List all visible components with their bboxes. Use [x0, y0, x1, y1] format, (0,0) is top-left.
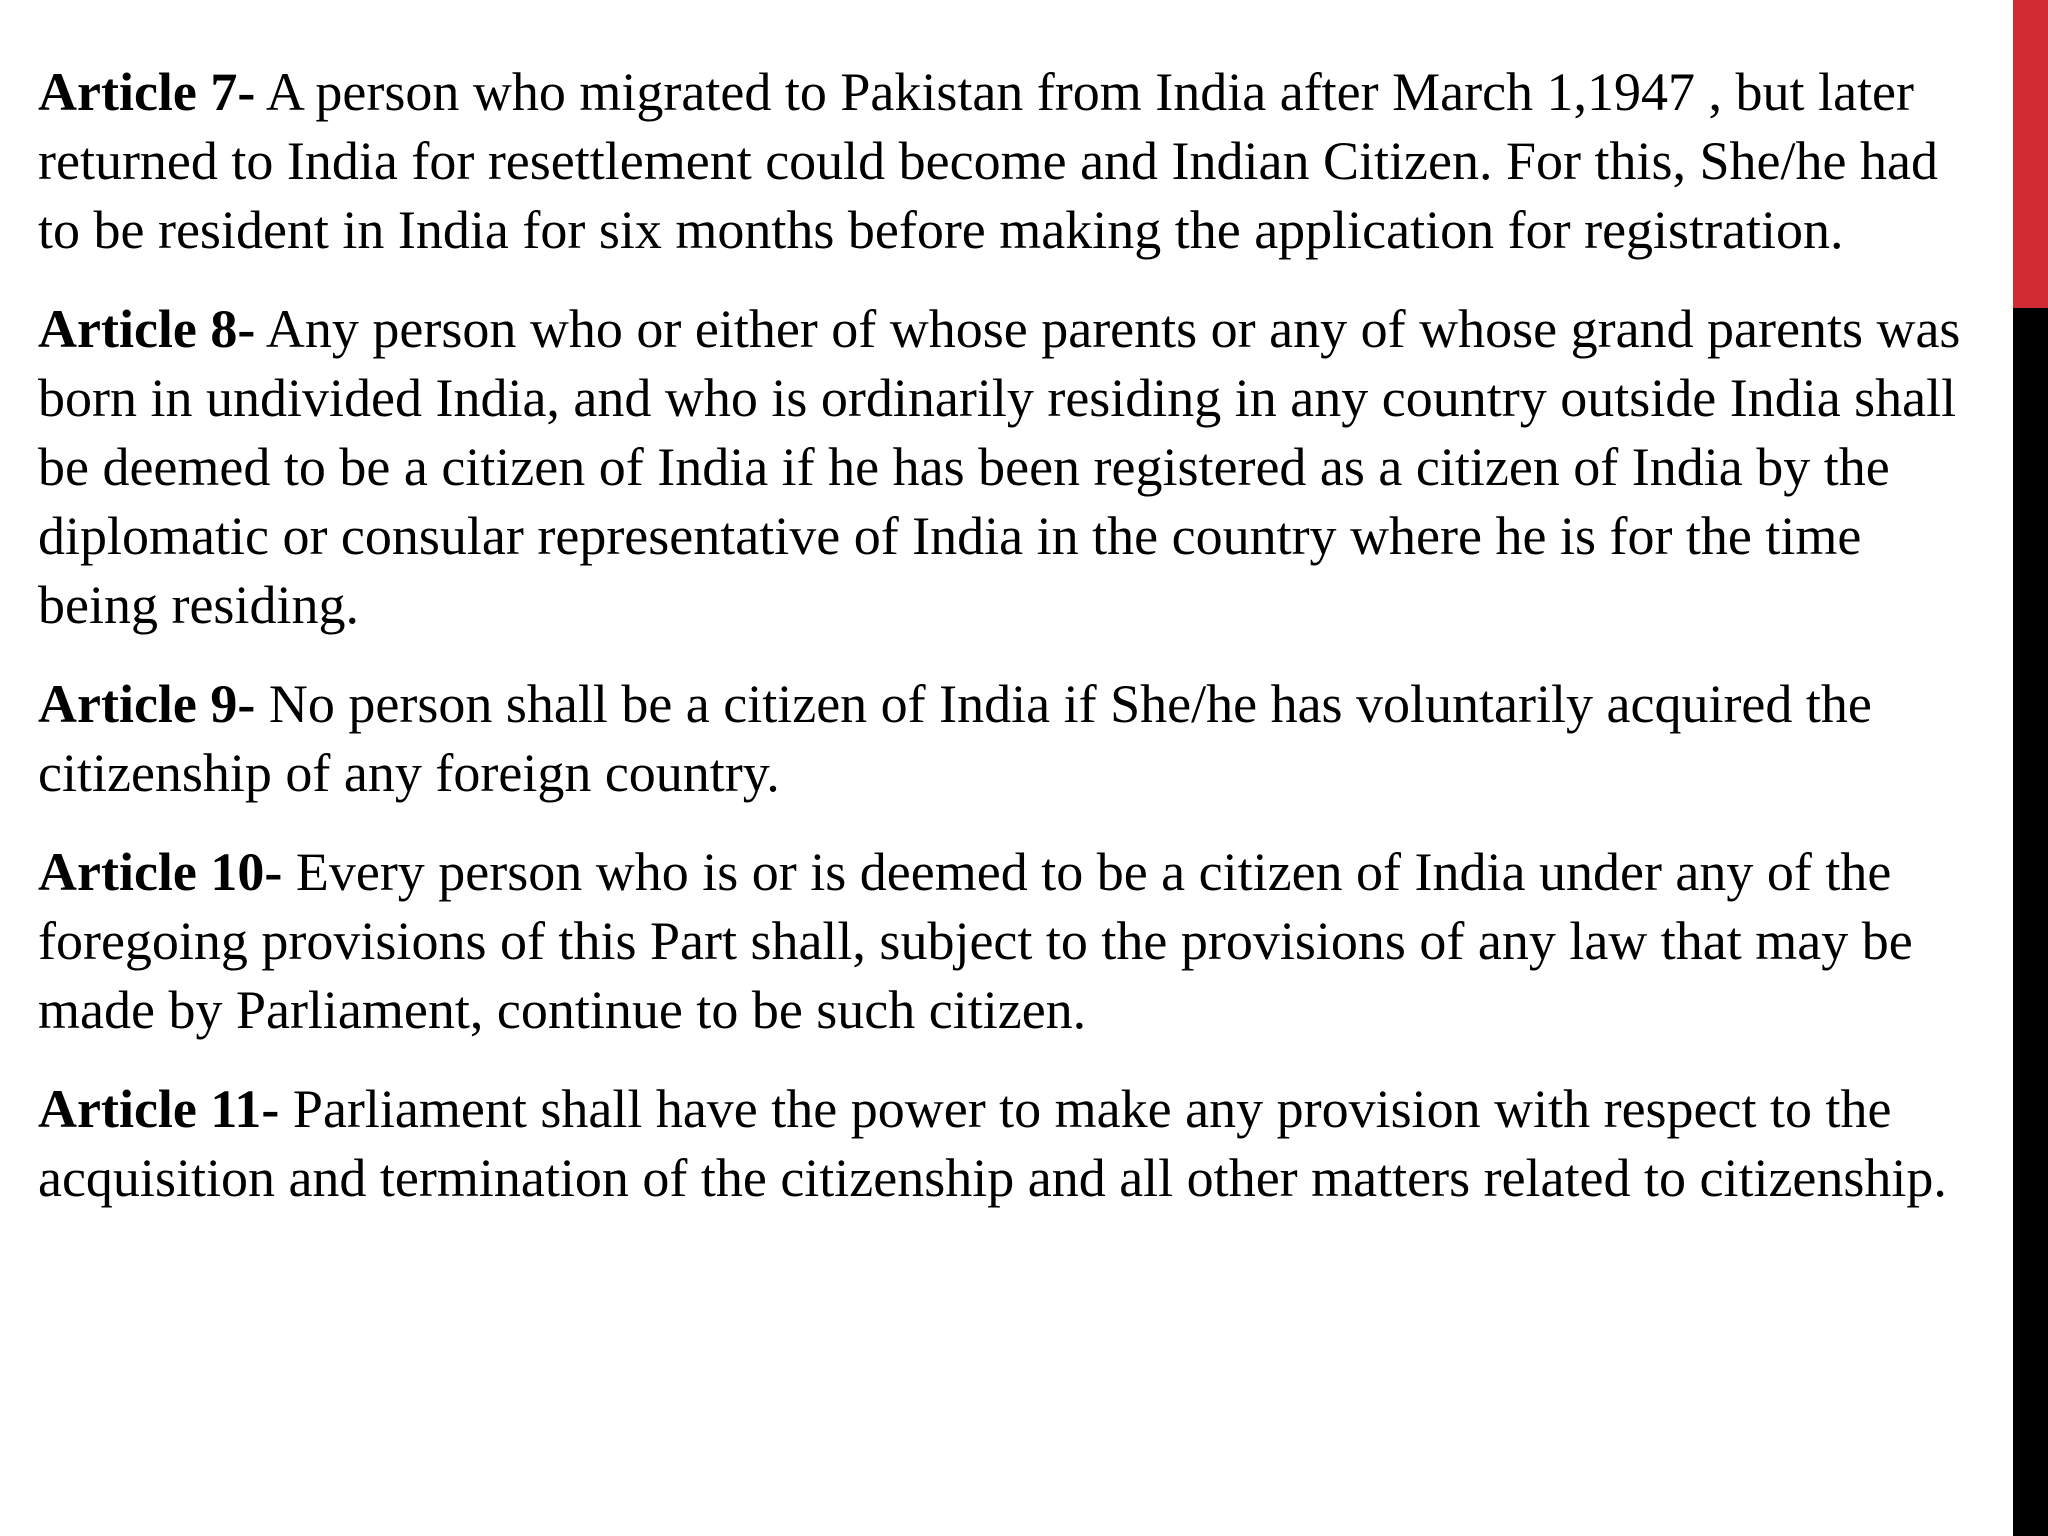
- article-10-heading: Article 10-: [38, 842, 283, 902]
- article-9-text: No person shall be a citizen of India if She/he has voluntarily acquired the citizenship of any foreign country.: [38, 674, 1872, 803]
- article-7-text: A person who migrated to Pakistan from India after March 1,1947 , but later returned to India for resettlement could become and Indian Citizen. For this, She/he had to be resident in India for six months before making the application for registration.: [38, 62, 1938, 260]
- article-11-heading: Article 11-: [38, 1079, 280, 1139]
- side-accent-bar: [2013, 0, 2048, 1536]
- side-accent-red: [2013, 0, 2048, 308]
- slide-body: [38, 58, 1988, 1243]
- article-7-heading: Article 7-: [38, 62, 256, 122]
- article-9-heading: Article 9-: [38, 674, 256, 734]
- article-10-paragraph: [38, 838, 1988, 1045]
- article-8-paragraph: [38, 295, 1988, 640]
- article-11-text: Parliament shall have the power to make any provision with respect to the acquisition and termination of the citizenship and all other matters related to citizenship.: [38, 1079, 1947, 1208]
- article-9-paragraph: [38, 670, 1988, 808]
- article-11-paragraph: [38, 1075, 1988, 1213]
- article-7-paragraph: [38, 58, 1988, 265]
- article-10-text: Every person who is or is deemed to be a citizen of India under any of the foregoing provisions of this Part shall, subject to the provisions of any law that may be made by Parliament, continue to be such citizen.: [38, 842, 1913, 1040]
- article-8-heading: Article 8-: [38, 299, 256, 359]
- side-accent-dark: [2013, 308, 2048, 1536]
- article-8-text: Any person who or either of whose parents or any of whose grand parents was born in undivided India, and who is ordinarily residing in any country outside India shall be deemed to be a citizen of India if he has been registered as a citizen of India by the diplomatic or consular representative of India in the country where he is for the time being residing.: [38, 299, 1961, 635]
